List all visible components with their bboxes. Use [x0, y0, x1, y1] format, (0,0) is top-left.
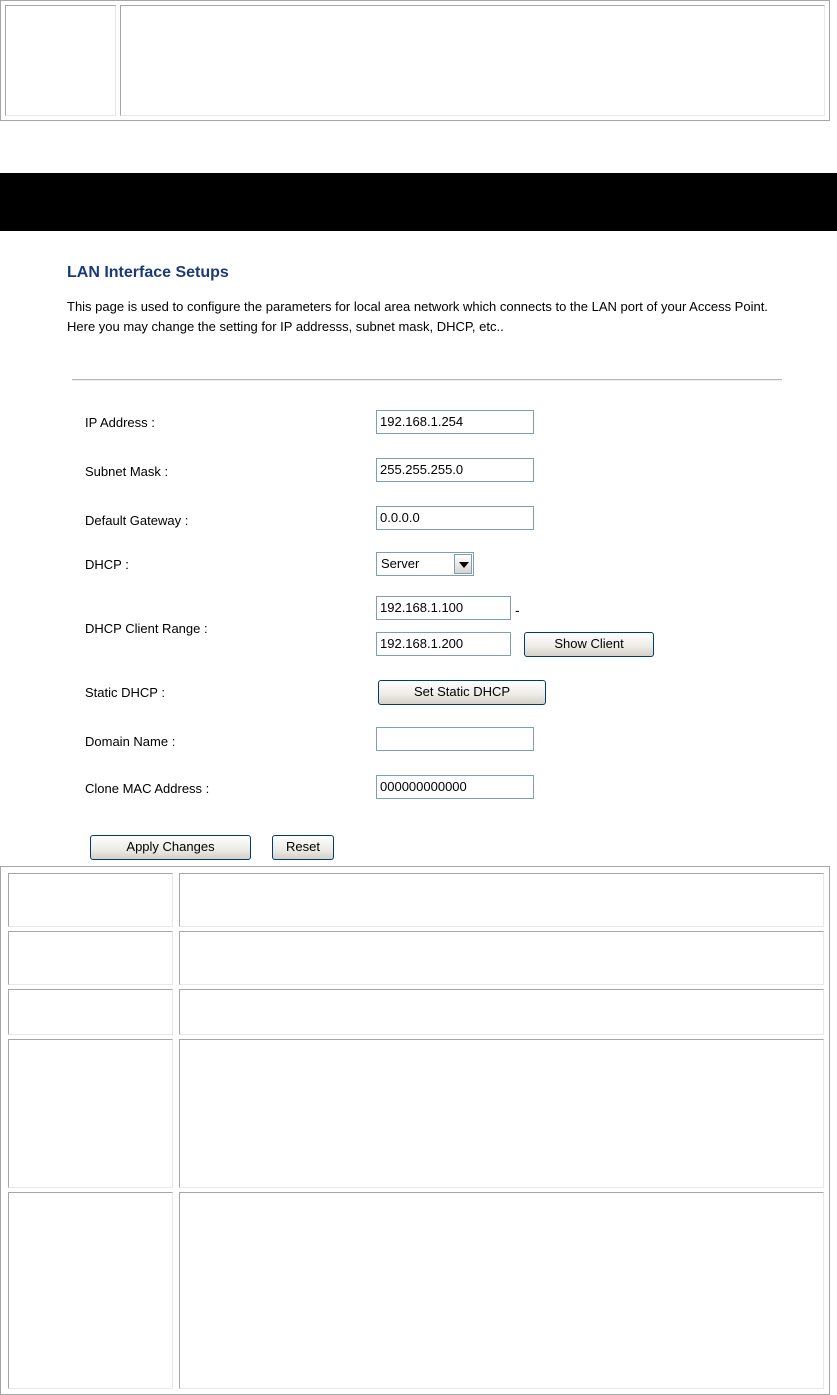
table-row-2-description [179, 931, 824, 985]
reset-button[interactable]: Reset [272, 835, 334, 860]
default-gateway-input[interactable]: 0.0.0.0 [376, 506, 534, 530]
table-row-2-label [8, 931, 173, 985]
dhcp-select[interactable] [376, 552, 474, 576]
range-separator: - [515, 602, 520, 618]
clone-mac-input[interactable]: 000000000000 [376, 775, 534, 799]
table-row-5-description [179, 1192, 824, 1389]
domain-name-label: Domain Name : [85, 734, 176, 749]
dhcp-range-end-input[interactable]: 192.168.1.200 [376, 632, 511, 656]
show-client-button[interactable]: Show Client [524, 632, 654, 657]
dhcp-range-start-input[interactable]: 192.168.1.100 [376, 596, 511, 620]
ip-address-label: IP Address : [85, 415, 155, 430]
top-table-label-cell [5, 5, 116, 116]
subnet-mask-label: Subnet Mask : [85, 464, 169, 479]
table-row-5-label [8, 1192, 173, 1389]
table-row-4-description [179, 1039, 824, 1188]
section-header-bar [0, 173, 837, 231]
table-row-4-label [8, 1039, 173, 1188]
table-row-1-label [8, 873, 173, 927]
subnet-mask-input[interactable]: 255.255.255.0 [376, 458, 534, 482]
dhcp-dropdown-button[interactable] [454, 554, 472, 574]
top-table [0, 0, 830, 121]
domain-name-input[interactable] [376, 727, 534, 751]
default-gateway-label: Default Gateway : [85, 513, 189, 528]
clone-mac-label: Clone MAC Address : [85, 781, 210, 796]
static-dhcp-label: Static DHCP : [85, 685, 165, 700]
top-table-description-cell [120, 5, 825, 116]
table-row-3-description [179, 989, 824, 1035]
page-title: LAN Interface Setups [67, 264, 229, 281]
apply-changes-button[interactable]: Apply Changes [90, 835, 251, 860]
divider [72, 379, 782, 381]
dhcp-client-range-label: DHCP Client Range : [85, 621, 208, 636]
dhcp-label: DHCP : [85, 557, 129, 572]
chevron-down-icon [459, 562, 469, 568]
page-description: This page is used to configure the parameters for local area network which connects to the LAN port of your Access Point. Here you may change the setting for IP addresss, subnet mask, DHCP, etc.. [67, 299, 768, 334]
lan-interface-panel [62, 255, 787, 867]
table-row-1-description [179, 873, 824, 927]
set-static-dhcp-button[interactable]: Set Static DHCP [378, 680, 546, 705]
ip-address-input[interactable]: 192.168.1.254 [376, 410, 534, 434]
bottom-table [0, 866, 830, 1395]
table-row-3-label [8, 989, 173, 1035]
dhcp-select-value: Server [381, 556, 420, 571]
